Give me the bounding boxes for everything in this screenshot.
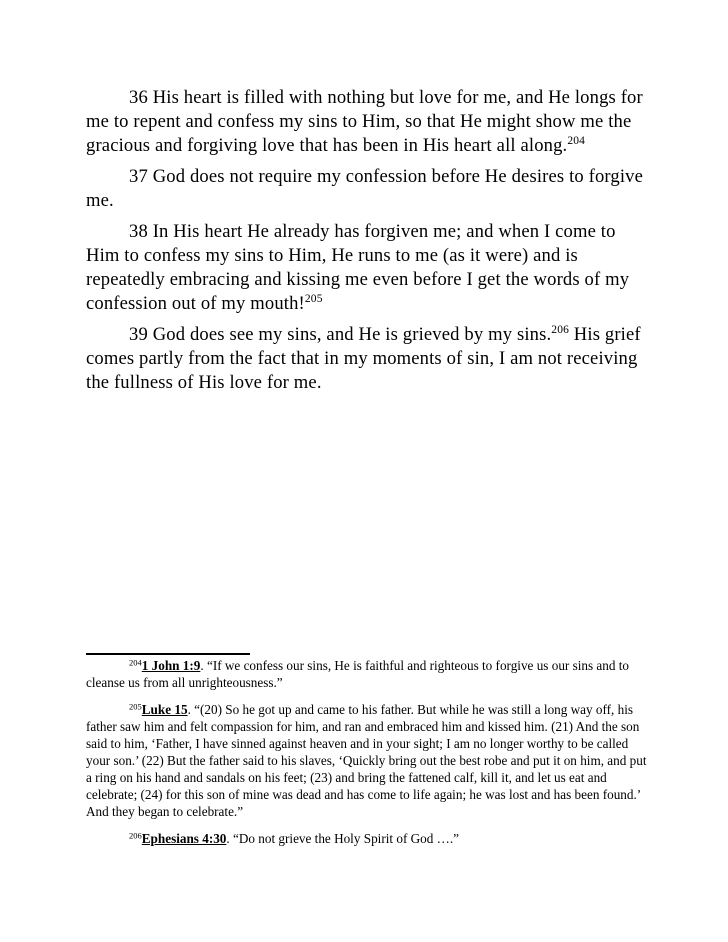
footnote-reference-204[interactable]: 1 John 1:9: [141, 658, 201, 673]
paragraph-37-text: 37 God does not require my confession before He desires to forgive me.: [86, 166, 644, 211]
paragraph-38-text: 38 In His heart He already has forgiven me; and when I come to Him to confess my sins to Him, He runs to me (as it were) and is repeatedly embracing and kissing me even before I get the words of my confession out of my mouth!: [86, 221, 630, 314]
main-text: [86, 86, 648, 402]
footnote-text-206: . “Do not grieve the Holy Spirit of God ….”: [226, 831, 459, 846]
footnote-text-205: . “(20) So he got up and came to his father. But while he was still a long way off, his father saw him and felt compassion for him, and ran and embraced him and kissed him. (21) And the son said to him, ‘Father, I have sinned against heaven and in your sight; I am no longer worthy to be called your son.’ (22) But the father said to his slaves, ‘Quickly bring out the best robe and put it on him, and put a ring on his hand and sandals on his feet; (23) and bring the fattened calf, kill it, and let us eat and celebrate; (24) for this son of mine was dead and has come to life again; he was lost and has been found.’ And they began to celebrate.”: [86, 702, 647, 819]
footnote-text-204: . “If we confess our sins, He is faithful and righteous to forgive us our sins and to cleanse us from all unrighteousness.”: [86, 658, 630, 690]
footnote-separator: [86, 653, 250, 655]
footnote-204: [86, 657, 648, 691]
paragraph-37: [86, 165, 648, 213]
paragraph-38: [86, 220, 648, 316]
paragraph-39: [86, 323, 648, 395]
footnote-mark-204[interactable]: 204: [567, 135, 586, 148]
footnote-reference-206[interactable]: Ephesians 4:30: [141, 831, 227, 846]
footnote-mark-206[interactable]: 206: [551, 324, 569, 337]
paragraph-36-text: 36 His heart is filled with nothing but love for me, and He longs for me to repent and confess my sins to Him, so that He might show me the gracious and forgiving love that has been in His heart all along.: [86, 87, 643, 156]
footnote-mark-205[interactable]: 205: [304, 293, 323, 306]
paragraph-36: [86, 86, 648, 158]
paragraph-39-text-after: His grief comes partly from the fact that in my moments of sin, I am not receiving the fullness of His love for me.: [86, 324, 641, 393]
footnote-reference-205[interactable]: Luke 15: [141, 702, 188, 717]
footnote-number-206: 206: [129, 830, 142, 841]
footnote-205: [86, 701, 648, 820]
footnotes-section: [86, 657, 648, 857]
footnote-number-204: 204: [129, 657, 142, 668]
footnote-206: [86, 830, 648, 847]
paragraph-39-text-before: 39 God does see my sins, and He is grieved by my sins.: [129, 324, 552, 345]
footnote-number-205: 205: [129, 701, 142, 712]
